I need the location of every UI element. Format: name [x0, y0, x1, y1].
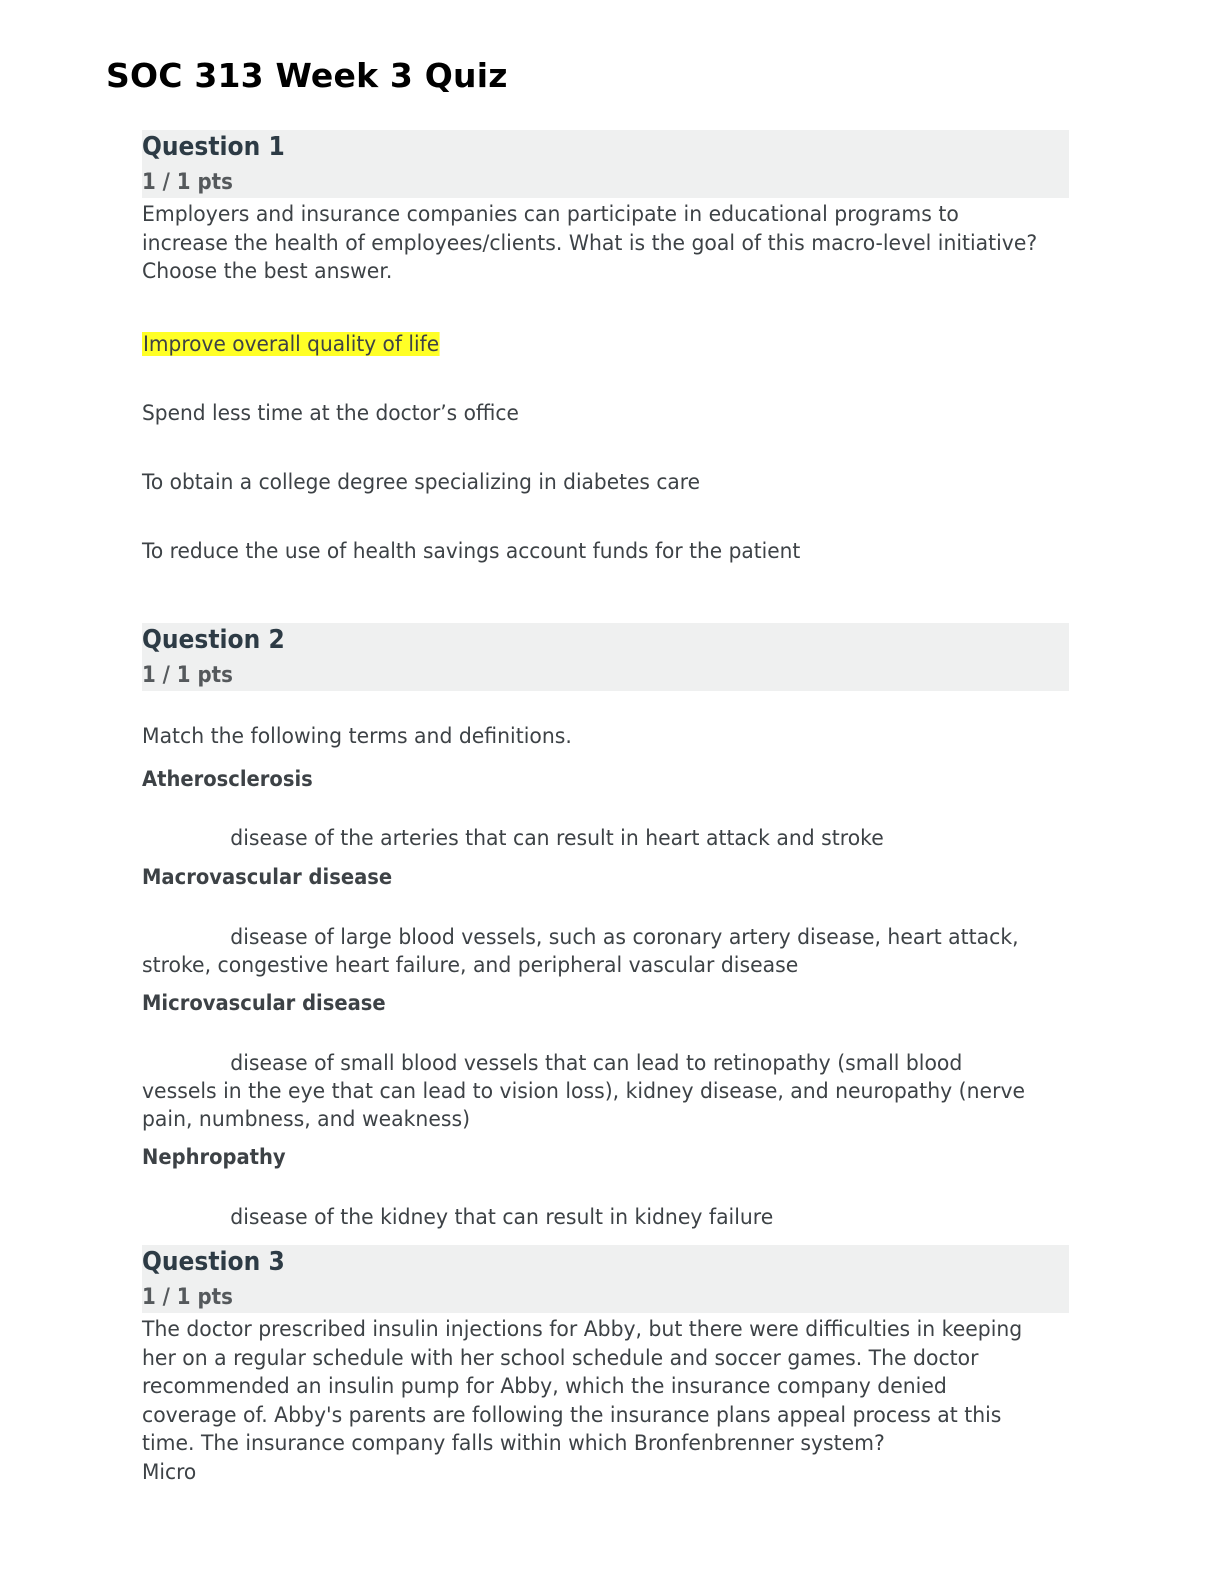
question-2-title: Question 2	[142, 625, 285, 655]
q3-answer: Micro	[142, 1460, 197, 1484]
question-1-header	[142, 130, 1069, 198]
match-term: Atherosclerosis	[142, 767, 313, 791]
question-2-points: 1 / 1 pts	[142, 663, 233, 688]
q1-answer-1	[142, 330, 440, 358]
question-3-prompt: The doctor prescribed insulin injections for Abby, but there were difficulties in keeping her on a regular schedule with her school schedule and soccer games. The doctor recommended an insulin pump for Abby, which the insurance company denied coverage of. Abby's parents are following the insurance plans appeal process at this time. The insurance company falls within which Bronfenbrenner system?	[142, 1317, 1023, 1456]
question-1-prompt: Employers and insurance companies can participate in educational programs to increase the health of employees/clients. What is the goal of this macro-level initiative? Choose the best answer.	[142, 202, 1038, 284]
match-term: Microvascular disease	[142, 991, 386, 1015]
question-1-points: 1 / 1 pts	[142, 170, 233, 195]
match-term: Macrovascular disease	[142, 865, 393, 889]
question-1-title: Question 1	[142, 132, 285, 162]
question-3-title: Question 3	[142, 1247, 285, 1277]
question-3-header	[142, 1245, 1069, 1313]
question-3-points: 1 / 1 pts	[142, 1285, 233, 1310]
match-definition: disease of large blood vessels, such as coronary artery disease, heart attack, stroke, congestive heart failure, and peripheral vascular disease	[142, 925, 1019, 977]
q1-answer-1-highlight: Improve overall quality of life	[142, 332, 440, 356]
match-term: Nephropathy	[142, 1145, 286, 1169]
q1-answer-2: Spend less time at the doctor’s office	[142, 401, 519, 425]
q1-answer-4: To reduce the use of health savings account funds for the patient	[142, 539, 801, 563]
match-definition: disease of small blood vessels that can lead to retinopathy (small blood vessels in the eye that can lead to vision loss), kidney disease, and neuropathy (nerve pain, numbness, and weakness)	[142, 1051, 1026, 1131]
document-title: SOC 313 Week 3 Quiz	[106, 56, 508, 95]
question-2-prompt: Match the following terms and definitions.	[142, 724, 572, 748]
question-2-header	[142, 623, 1069, 691]
q1-answer-3: To obtain a college degree specializing in diabetes care	[142, 470, 701, 494]
match-definition: disease of the arteries that can result in heart attack and stroke	[230, 826, 884, 850]
match-definition: disease of the kidney that can result in kidney failure	[230, 1205, 774, 1229]
